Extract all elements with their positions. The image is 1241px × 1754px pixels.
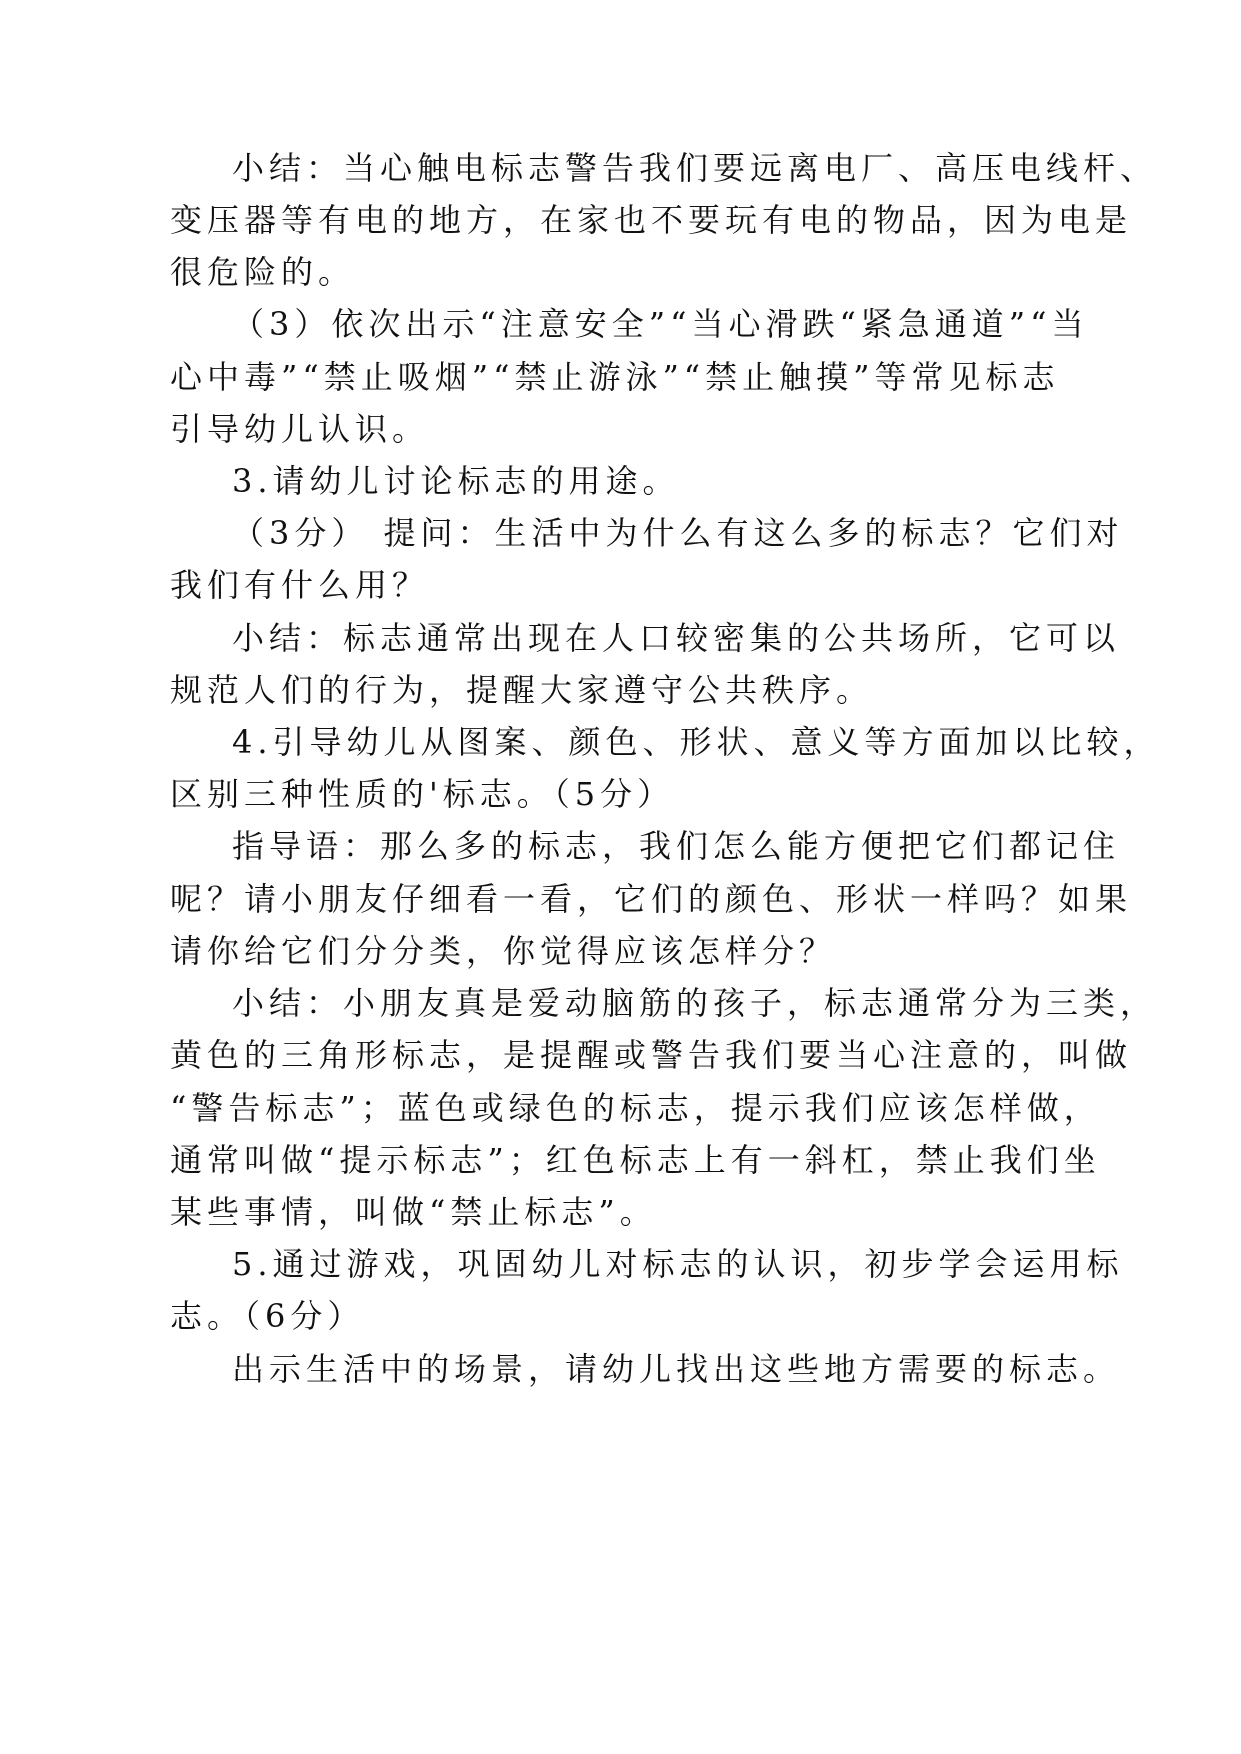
paragraph-line: 某些事情，叫做“禁止标志”。 [170,1193,657,1231]
paragraph-line: 引导幼儿认识。 [170,410,430,448]
paragraph-line: 志。（6分） [170,1297,365,1335]
paragraph-line: 小结：当心触电标志警告我们要远离电厂、高压电线杆、 [232,149,1158,187]
paragraph-line: 规范人们的行为，提醒大家遵守公共秩序。 [170,671,874,709]
paragraph-line: 5.通过游戏，巩固幼儿对标志的认识，初步学会运用标 [232,1245,1124,1283]
paragraph-line: 出示生活中的场景，请幼儿找出这些地方需要的标志。 [232,1350,1121,1388]
paragraph-line: 3.请幼儿讨论标志的用途。 [232,462,680,500]
paragraph-line: 指导语：那么多的标志，我们怎么能方便把它们都记住 [232,827,1121,865]
paragraph-line: 通常叫做“提示标志”；红色标志上有一斜杠，禁止我们坐 [170,1141,1101,1179]
paragraph-line: 小结：标志通常出现在人口较密集的公共场所，它可以 [232,619,1121,657]
paragraph-line: 心中毒”“禁止吸烟”“禁止游泳”“禁止触摸”等常见标志 [170,358,1060,396]
paragraph-line: “警告标志”；蓝色或绿色的标志，提示我们应该怎样做， [170,1089,1101,1127]
paragraph-line: 小结：小朋友真是爱动脑筋的孩子，标志通常分为三类， [232,984,1158,1022]
paragraph-line: 变压器等有电的地方，在家也不要玩有电的物品，因为电是 [170,201,1133,239]
paragraph-line: 很危险的。 [170,253,356,291]
paragraph-line: 呢？请小朋友仔细看一看，它们的颜色、形状一样吗？如果 [170,880,1133,918]
paragraph-line: （3）依次出示“注意安全”“当心滑跌“紧急通道”“当 [232,305,1089,343]
paragraph-line: 黄色的三角形标志，是提醒或警告我们要当心注意的，叫做 [170,1036,1133,1074]
paragraph-line: （3分） 提问：生活中为什么有这么多的标志？它们对 [232,514,1124,552]
paragraph-line: 请你给它们分分类，你觉得应该怎样分？ [170,932,837,970]
paragraph-line: 我们有什么用？ [170,566,430,604]
paragraph-line: 4.引导幼儿从图案、颜色、形状、意义等方面加以比较， [232,723,1161,761]
paragraph-line: 区别三种性质的'标志。（5分） [170,775,675,813]
